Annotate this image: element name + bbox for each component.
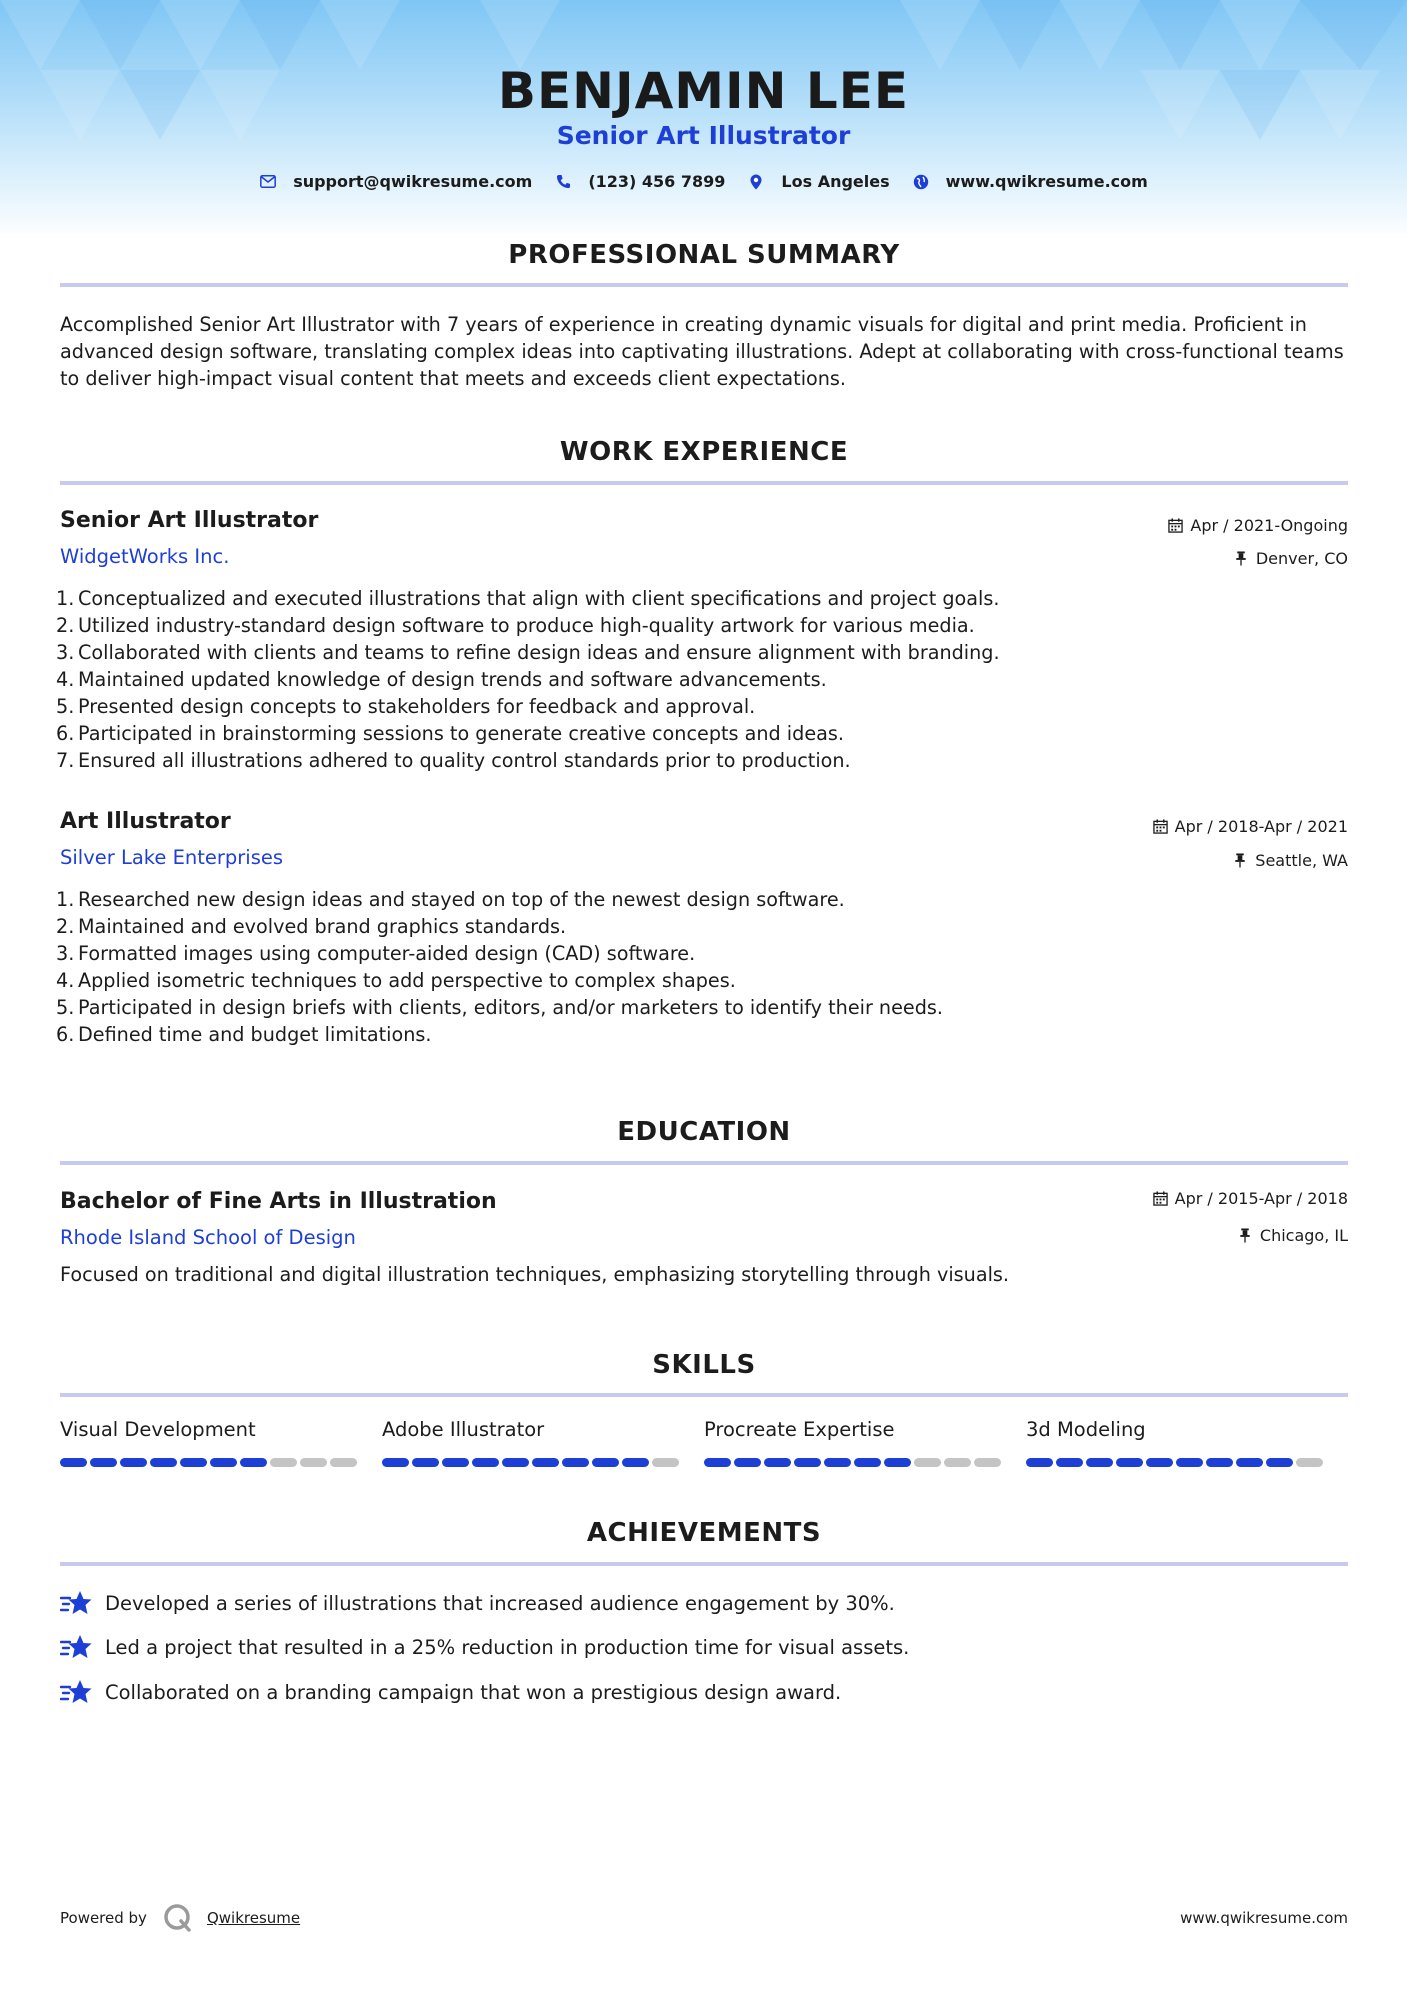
skill-segment: [944, 1458, 971, 1467]
globe-icon: [912, 173, 930, 191]
company-name: Silver Lake Enterprises: [60, 846, 284, 869]
skill-rating-bar: [60, 1458, 382, 1467]
skill-name: Adobe Illustrator: [382, 1418, 545, 1441]
footer-website[interactable]: www.qwikresume.com: [1180, 1909, 1348, 1927]
summary-text: Accomplished Senior Art Illustrator with 7 years of experience in creating dynamic visuals for digital and print media. Proficient in advanced design software, translating complex ideas into captivating illustrations. Adept at collaborating with cross-functional teams to deliver high-impact visual content that meets and exceeds client expectations.: [60, 313, 1344, 390]
summary-heading: PROFESSIONAL SUMMARY: [508, 240, 900, 270]
skill-segment: [974, 1458, 1001, 1467]
education-dates-text: Apr / 2015-Apr / 2018: [1174, 1189, 1348, 1208]
skill-rating-bar: [704, 1458, 1026, 1467]
achievements-heading: ACHIEVEMENTS: [586, 1518, 822, 1548]
skill-segment: [300, 1458, 327, 1467]
skill-segment: [60, 1458, 87, 1467]
contact-phone[interactable]: [554, 172, 725, 191]
pushpin-icon: [1233, 853, 1249, 869]
pushpin-icon: [1234, 551, 1250, 567]
list-item: 2. Maintained and evolved brand graphics standards.: [56, 915, 567, 938]
list-item: 4. Maintained updated knowledge of design trends and software advancements.: [56, 668, 827, 691]
website-text: www.qwikresume.com: [945, 172, 1148, 191]
header-background: [0, 0, 1407, 240]
triangle-pattern: [0, 0, 1407, 240]
contact-email[interactable]: [259, 172, 532, 191]
achievements-divider: [60, 1562, 1348, 1566]
footer: [60, 1903, 1348, 1933]
achievement-text: Led a project that resulted in a 25% reduction in production time for visual assets.: [105, 1635, 910, 1659]
education-location: [1238, 1226, 1348, 1245]
location-text: Los Angeles: [781, 172, 890, 191]
skill-segment: [622, 1458, 649, 1467]
skill-segment: [764, 1458, 791, 1467]
skill-name: 3d Modeling: [1026, 1418, 1146, 1441]
skill-segment: [180, 1458, 207, 1467]
powered-by-label: Powered by: [60, 1909, 147, 1927]
list-item: 5. Participated in design briefs with clients, editors, and/or marketers to identify their needs.: [56, 996, 943, 1019]
skill-segment: [210, 1458, 237, 1467]
star-icon: [60, 1633, 92, 1661]
achievement-text: Collaborated on a branding campaign that won a prestigious design award.: [105, 1680, 842, 1704]
company-name: WidgetWorks Inc.: [60, 545, 230, 568]
achievement-item: [60, 1589, 1348, 1617]
job-responsibilities: [56, 886, 1336, 1048]
skill-segment: [854, 1458, 881, 1467]
skill-rating-bar: [382, 1458, 704, 1467]
summary-divider: [60, 283, 1348, 287]
skill-item: [704, 1418, 1026, 1467]
list-item: 7. Ensured all illustrations adhered to quality control standards prior to production.: [56, 749, 851, 772]
skill-segment: [1146, 1458, 1173, 1467]
contact-location: [747, 172, 889, 191]
skill-segment: [592, 1458, 619, 1467]
skill-item: [1026, 1418, 1348, 1467]
job-title: Senior Art Illustrator: [60, 508, 319, 533]
star-icon: [60, 1589, 92, 1617]
skill-segment: [330, 1458, 357, 1467]
job-responsibilities: [56, 585, 1336, 774]
skill-segment: [824, 1458, 851, 1467]
skill-segment: [412, 1458, 439, 1467]
job-location-text: Seattle, WA: [1255, 851, 1348, 870]
skill-segment: [1236, 1458, 1263, 1467]
list-item: 1. Researched new design ideas and stayed on top of the newest design software.: [56, 888, 845, 911]
skills-heading: SKILLS: [652, 1350, 756, 1380]
skill-segment: [150, 1458, 177, 1467]
skill-name: Visual Development: [60, 1418, 256, 1441]
list-item: 3. Collaborated with clients and teams to refine design ideas and ensure alignment with branding.: [56, 641, 1000, 664]
skill-segment: [120, 1458, 147, 1467]
skill-segment: [90, 1458, 117, 1467]
list-item: 3. Formatted images using computer-aided design (CAD) software.: [56, 942, 696, 965]
envelope-icon: [259, 173, 277, 191]
list-item: 4. Applied isometric techniques to add perspective to complex shapes.: [56, 969, 736, 992]
list-item: 6. Participated in brainstorming sessions to generate creative concepts and ideas.: [56, 722, 844, 745]
school-name: Rhode Island School of Design: [60, 1226, 356, 1249]
skill-segment: [472, 1458, 499, 1467]
skill-segment: [270, 1458, 297, 1467]
email-text: support@qwikresume.com: [293, 172, 533, 191]
skill-item: [60, 1418, 382, 1467]
skill-segment: [884, 1458, 911, 1467]
candidate-title: Senior Art Illustrator: [556, 121, 851, 150]
skill-segment: [1296, 1458, 1323, 1467]
skill-segment: [562, 1458, 589, 1467]
skill-segment: [1086, 1458, 1113, 1467]
skill-segment: [442, 1458, 469, 1467]
skill-segment: [1266, 1458, 1293, 1467]
contact-website[interactable]: [912, 172, 1148, 191]
list-item: 6. Defined time and budget limitations.: [56, 1023, 432, 1046]
map-pin-icon: [747, 173, 765, 191]
skill-segment: [1026, 1458, 1053, 1467]
qwikresume-logo-icon: [163, 1903, 193, 1933]
calendar-icon: [1153, 1191, 1169, 1207]
skill-segment: [240, 1458, 267, 1467]
pushpin-icon: [1238, 1228, 1254, 1244]
brand-link[interactable]: Qwikresume: [206, 1909, 301, 1927]
phone-icon: [554, 173, 572, 191]
skills-list: [60, 1418, 1348, 1467]
skill-segment: [1116, 1458, 1143, 1467]
job-location: [1234, 549, 1348, 568]
achievement-item: [60, 1678, 1348, 1706]
skill-name: Procreate Expertise: [704, 1418, 895, 1441]
list-item: 2. Utilized industry-standard design software to produce high-quality artwork for various media.: [56, 614, 975, 637]
candidate-name: BENJAMIN LEE: [497, 62, 910, 120]
star-icon: [60, 1678, 92, 1706]
experience-divider: [60, 481, 1348, 485]
skill-segment: [382, 1458, 409, 1467]
skill-segment: [914, 1458, 941, 1467]
job-location-text: Denver, CO: [1255, 549, 1348, 568]
achievement-text: Developed a series of illustrations that increased audience engagement by 30%.: [105, 1591, 895, 1615]
skill-segment: [1176, 1458, 1203, 1467]
footer-left: [60, 1903, 300, 1933]
skill-segment: [1056, 1458, 1083, 1467]
contact-bar: [0, 172, 1407, 191]
education-divider: [60, 1161, 1348, 1165]
achievement-item: [60, 1633, 1348, 1661]
skill-segment: [1206, 1458, 1233, 1467]
job-title: Art Illustrator: [60, 809, 231, 834]
calendar-icon: [1168, 518, 1184, 534]
job-dates-text: Apr / 2021-Ongoing: [1190, 516, 1348, 535]
skill-segment: [652, 1458, 679, 1467]
skill-segment: [794, 1458, 821, 1467]
education-description: Focused on traditional and digital illustration techniques, emphasizing storytelling through visuals.: [60, 1263, 1010, 1286]
education-location-text: Chicago, IL: [1259, 1226, 1348, 1245]
job-dates: [1168, 516, 1348, 535]
education-dates: [1153, 1189, 1348, 1208]
job-dates: [1153, 817, 1348, 836]
skill-segment: [502, 1458, 529, 1467]
job-location: [1233, 851, 1348, 870]
phone-text: (123) 456 7899: [588, 172, 726, 191]
list-item: 1. Conceptualized and executed illustrations that align with client specifications and project goals.: [56, 587, 1000, 610]
skill-rating-bar: [1026, 1458, 1348, 1467]
skill-segment: [704, 1458, 731, 1467]
education-heading: EDUCATION: [617, 1117, 791, 1147]
skills-divider: [60, 1393, 1348, 1397]
skill-item: [382, 1418, 704, 1467]
degree-title: Bachelor of Fine Arts in Illustration: [60, 1189, 497, 1214]
job-dates-text: Apr / 2018-Apr / 2021: [1174, 817, 1348, 836]
calendar-icon: [1153, 819, 1169, 835]
list-item: 5. Presented design concepts to stakeholders for feedback and approval.: [56, 695, 756, 718]
skill-segment: [734, 1458, 761, 1467]
skill-segment: [532, 1458, 559, 1467]
experience-heading: WORK EXPERIENCE: [559, 437, 849, 467]
